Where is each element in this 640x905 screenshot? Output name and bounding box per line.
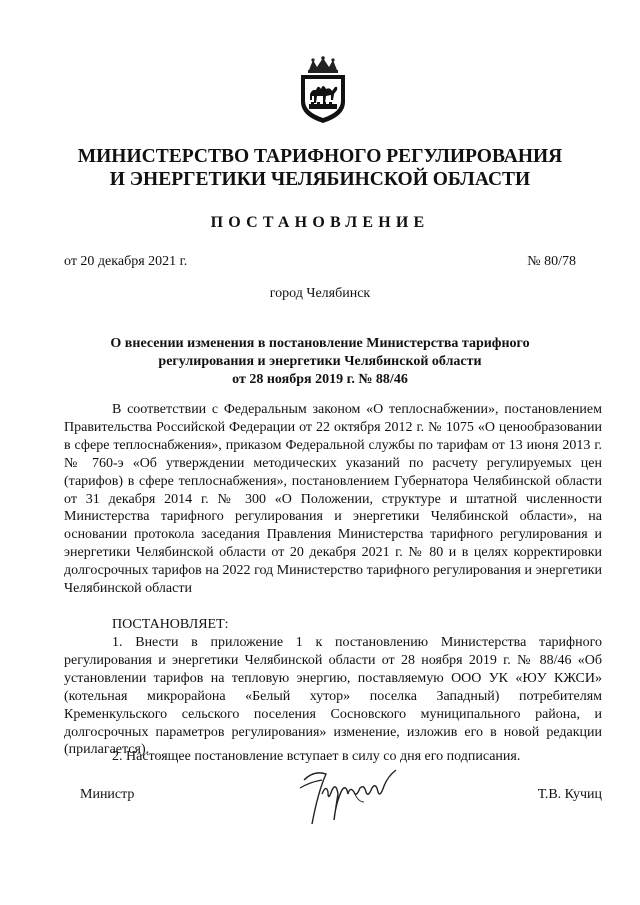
ministry-title-line2: И ЭНЕРГЕТИКИ ЧЕЛЯБИНСКОЙ ОБЛАСТИ [109,169,531,190]
signer-role: Министр [80,787,135,802]
item1-block [64,634,602,759]
subject-line2: регулирования и энергетики Челябинской области [158,354,482,369]
document-date: от 20 декабря 2021 г. [64,254,188,269]
subject-line1: О внесении изменения в постановление Министерства тарифного [110,336,530,351]
resolves-heading: ПОСТАНОВЛЯЕТ: [112,617,229,632]
coat-of-arms-icon [295,56,351,124]
item2-paragraph: 2. Настоящее постановление вступает в силу со дня его подписания. [112,749,521,764]
preamble-paragraph: В соответствии с Федеральным законом «О теплоснабжении», постановлением Правительства Российской Федерации от 22 октября 2012 г. № 1075 «О ценообразовании в сфере теплоснабжения», приказом Федеральной службы по тарифам от 13 июня 2013 г. № 760-э «Об утверждении методических указаний по расчету регулируемых цен (тарифов) в сфере теплоснабжения», постановлением Губернатора Челябинской области от 31 декабря 2014 г. № 300 «О Положении, структуре и штатной численности Министерства тарифного регулирования и энергетики Челябинской области», на основании протокола заседания Правления Министерства тарифного регулирования и энергетики Челябинской области от 20 декабря 2021 г. № 80 и в целях корректировки долгосрочных тарифов на 2022 год Министерство тарифного регулирования и энергетики Челябинской области [64,402,602,597]
handwritten-signature [292,762,422,832]
document-subject [80,335,560,389]
document-city: город Челябинск [269,286,371,301]
document-type-heading: ПОСТАНОВЛЕНИЕ [210,214,430,231]
subject-line3: от 28 ноября 2019 г. № 88/46 [232,372,408,387]
ministry-title-line1: МИНИСТЕРСТВО ТАРИФНОГО РЕГУЛИРОВАНИЯ [77,146,563,167]
signer-name: Т.В. Кучиц [537,787,602,802]
item1-paragraph: 1. Внести в приложение 1 к постановлению Министерства тарифного регулирования и энергетики Челябинской области от 28 ноября 2019 г. № 88/46 «Об установлении тарифов на тепловую энергию, поставляемую ООО УК «ЮУ КЖСИ» (котельная микрорайона «Белый хутор» поселка Западный) потребителям Кременкульского сельского поселения Сосновского муниципального района, и долгосрочных параметров регулирования» изменение, изложив его в новой редакции (прилагается). [64,635,602,758]
preamble-block [64,401,602,598]
document-number: № 80/78 [527,254,576,269]
